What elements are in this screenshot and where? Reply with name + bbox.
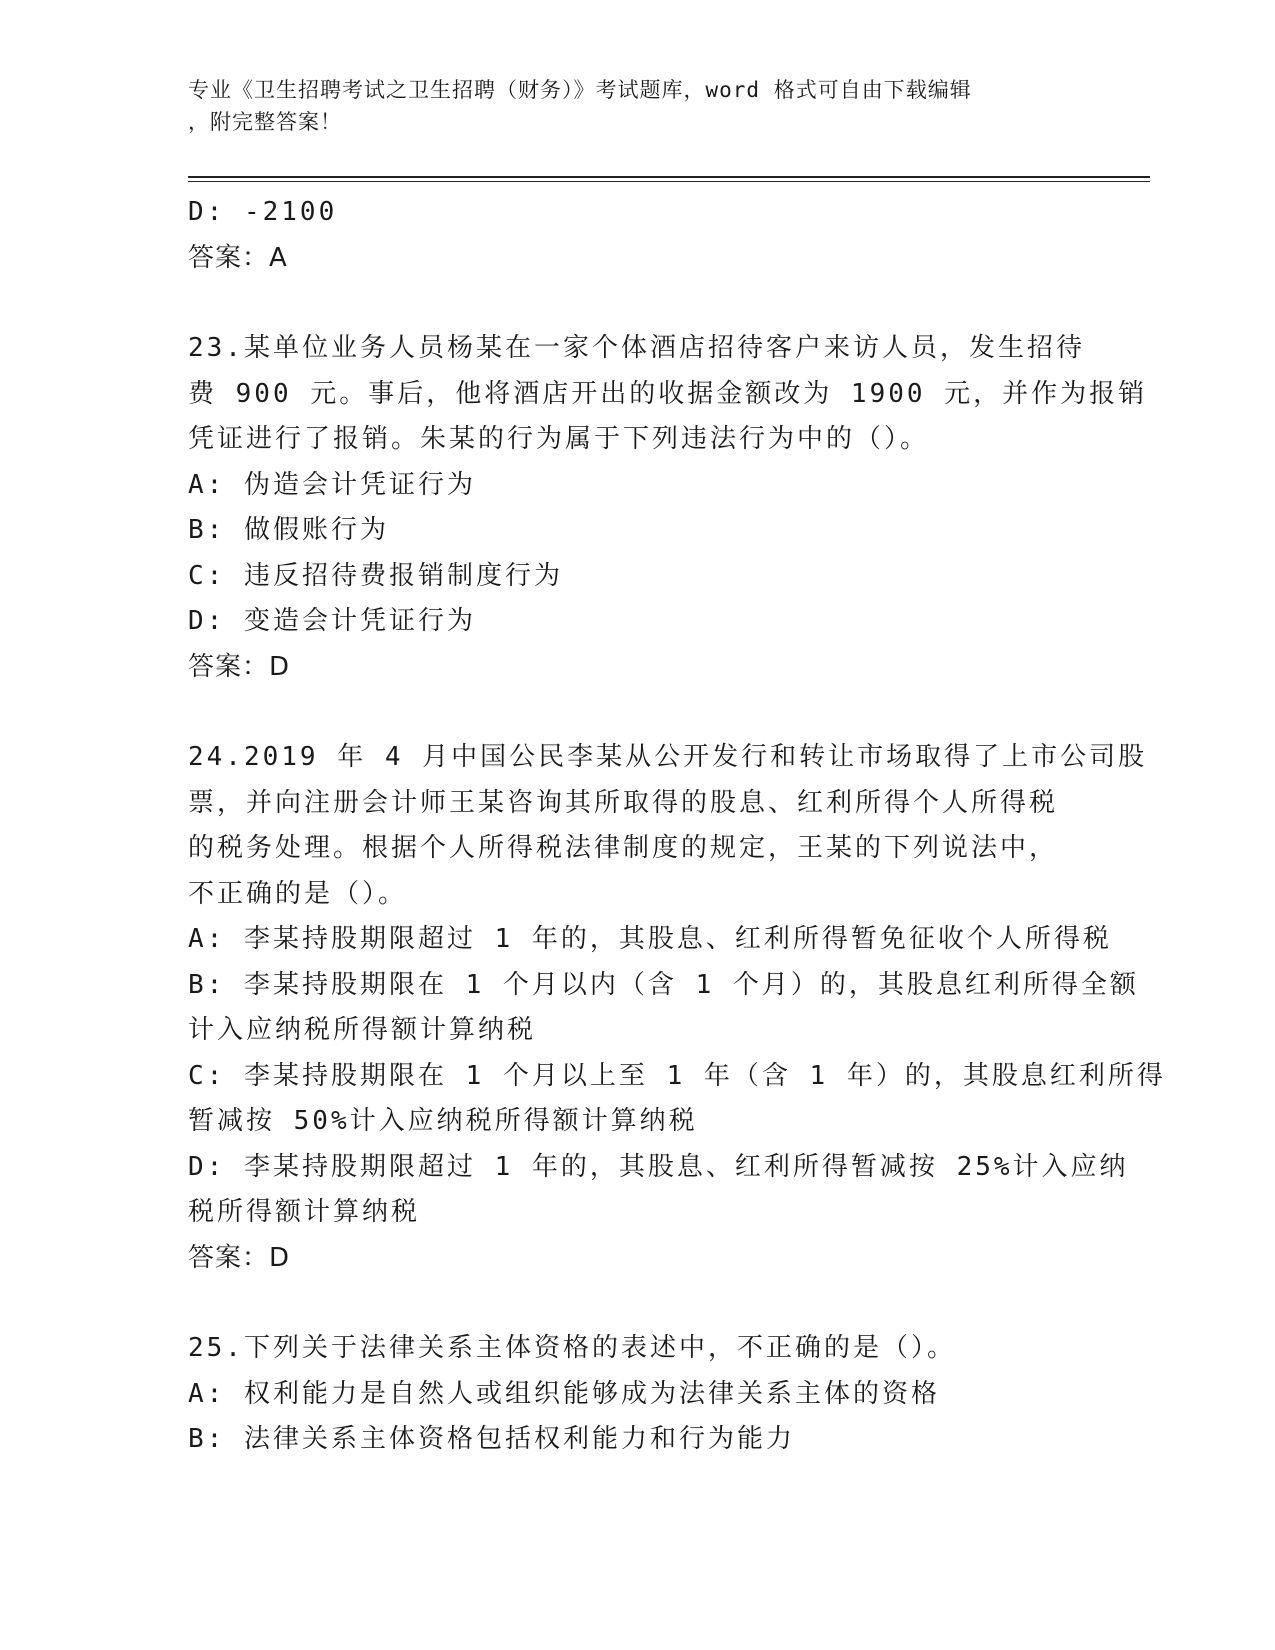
answer-line: 答案：A bbox=[188, 242, 288, 273]
option-d: D: -2100 bbox=[188, 197, 338, 227]
answer-line: 答案：D bbox=[188, 651, 291, 682]
question-stem-line: 凭证进行了报销。朱某的行为属于下列违法行为中的（）。 bbox=[188, 424, 930, 454]
option-d: D: 李某持股期限超过 1 年的，其股息、红利所得暂减按 25%计入应纳 bbox=[188, 1151, 1129, 1182]
option-d: D: 变造会计凭证行为 bbox=[188, 606, 476, 636]
option-c: C: 违反招待费报销制度行为 bbox=[188, 560, 563, 591]
option-d-continued: 税所得额计算纳税 bbox=[188, 1197, 421, 1227]
option-a: A: 李某持股期限超过 1 年的，其股息、红利所得暂免征收个人所得税 bbox=[188, 924, 1112, 954]
question-content bbox=[188, 190, 1166, 1463]
header-line-1: 专业《卫生招聘考试之卫生招聘（财务）》考试题库，word 格式可自由下载编辑 bbox=[188, 78, 972, 102]
option-a: A: 权利能力是自然人或组织能够成为法律关系主体的资格 bbox=[188, 1378, 940, 1409]
header-divider-thin bbox=[188, 181, 1150, 182]
question-stem-line: 23.某单位业务人员杨某在一家个体酒店招待客户来访人员，发生招待 bbox=[188, 333, 1085, 363]
question-stem-line: 不正确的是（）。 bbox=[188, 878, 408, 909]
question-24 bbox=[188, 735, 1166, 1281]
document-header bbox=[188, 74, 1088, 138]
option-c-continued: 暂减按 50%计入应纳税所得额计算纳税 bbox=[188, 1106, 698, 1136]
option-a: A: 伪造会计凭证行为 bbox=[188, 469, 476, 500]
answer-line: 答案：D bbox=[188, 1242, 291, 1273]
question-23 bbox=[188, 326, 1148, 690]
header-divider-thick bbox=[188, 176, 1150, 178]
header-line-2: ，附完整答案！ bbox=[188, 110, 342, 134]
question-25 bbox=[188, 1326, 1088, 1463]
option-b-continued: 计入应纳税所得额计算纳税 bbox=[188, 1015, 537, 1045]
question-22-tail bbox=[188, 190, 1088, 281]
option-b: B: 法律关系主体资格包括权利能力和行为能力 bbox=[188, 1424, 795, 1454]
option-b: B: 李某持股期限在 1 个月以内（含 1 个月）的，其股息红利所得全额 bbox=[188, 969, 1139, 1000]
question-stem-line: 24.2019 年 4 月中国公民李某从公开发行和转让市场取得了上市公司股 bbox=[188, 742, 1148, 772]
question-stem-line: 25.下列关于法律关系主体资格的表述中，不正确的是（）。 bbox=[188, 1333, 956, 1363]
question-stem-line: 的税务处理。根据个人所得税法律制度的规定，王某的下列说法中， bbox=[188, 833, 1059, 863]
option-b: B: 做假账行为 bbox=[188, 515, 389, 545]
question-stem-line: 费 900 元。事后，他将酒店开出的收据金额改为 1900 元，并作为报销 bbox=[188, 378, 1148, 409]
question-stem-line: 票，并向注册会计师王某咨询其所取得的股息、红利所得个人所得税 bbox=[188, 787, 1059, 818]
option-c: C: 李某持股期限在 1 个月以上至 1 年（含 1 年）的，其股息红利所得 bbox=[188, 1060, 1166, 1091]
